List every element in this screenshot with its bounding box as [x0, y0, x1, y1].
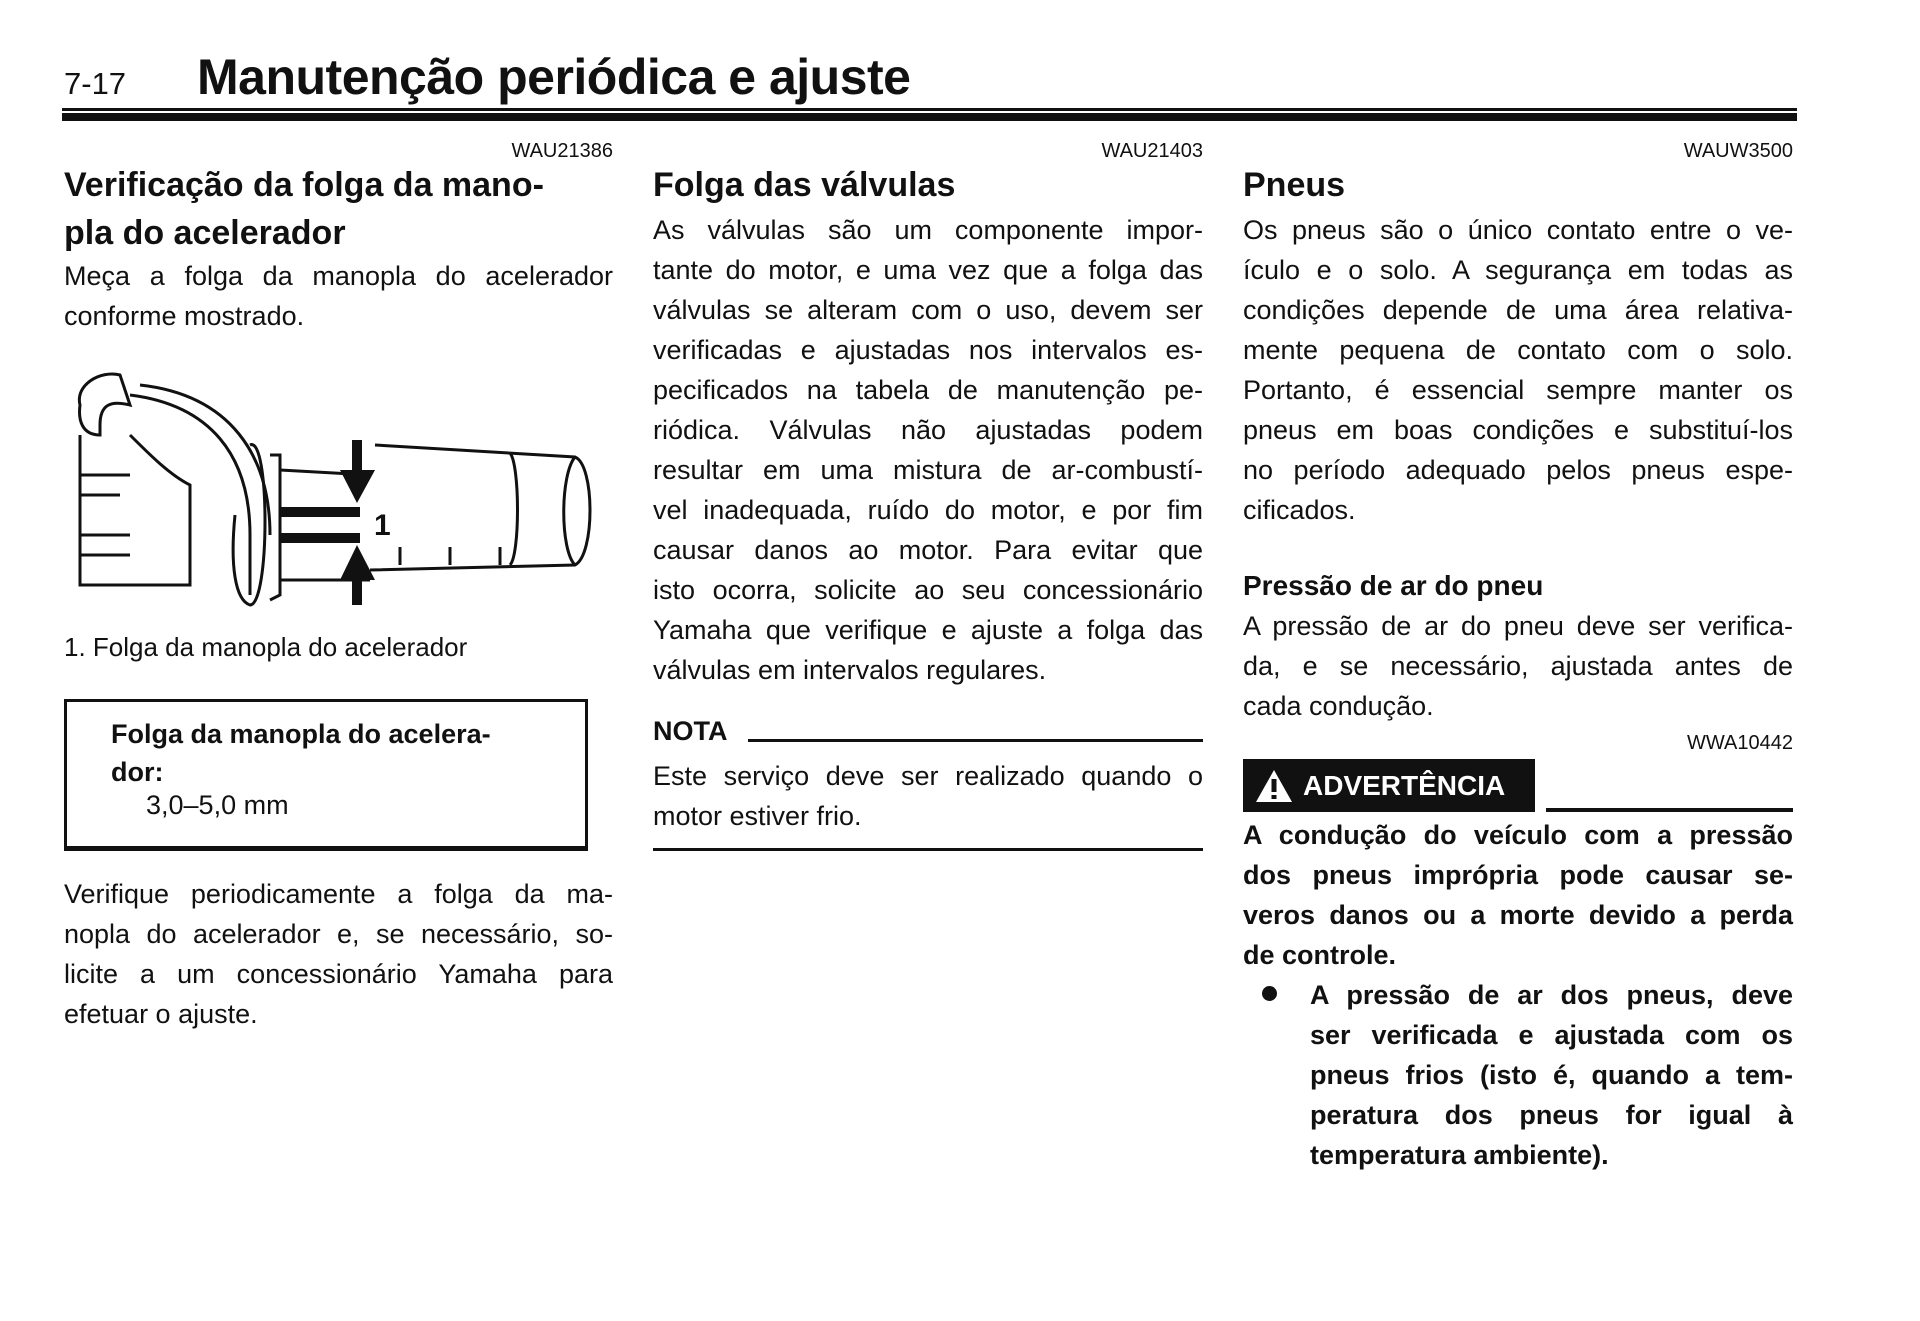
- text-line: As válvulas são um componente impor-: [653, 215, 1203, 245]
- text-line: riódica. Válvulas não ajustadas podem: [653, 415, 1203, 445]
- bullet-icon: [1262, 986, 1277, 1001]
- page-number: 7-17: [64, 66, 127, 101]
- text-line: causar danos ao motor. Para evitar que: [653, 535, 1203, 565]
- spec-label-line: dor:: [111, 757, 164, 787]
- warning-bullet-item: [1310, 975, 1793, 1175]
- text-line: ículo e o solo. A segurança em todas as: [1243, 255, 1793, 285]
- text-line: licite a um concessionário Yamaha para: [64, 959, 613, 989]
- text-line: condições depende de uma área relativa-: [1243, 295, 1793, 325]
- text-line: veros danos ou a morte devido a perda: [1243, 900, 1793, 930]
- warning-triangle-icon: [1255, 769, 1293, 803]
- text-line: Meça a folga da manopla do acelerador: [64, 261, 613, 291]
- page-title: Manutenção periódica e ajuste: [197, 49, 911, 105]
- subheading: Pressão de ar do pneu: [1243, 570, 1544, 601]
- warning-label: ADVERTÊNCIA: [1303, 769, 1506, 801]
- text-line: Este serviço deve ser realizado quando o: [653, 761, 1203, 791]
- text-line: A pressão de ar do pneu deve ser verifica-: [1243, 611, 1793, 641]
- text-line: ser verificada e ajustada com os: [1310, 1020, 1793, 1050]
- text-line: nopla do acelerador e, se necessário, so-: [64, 919, 613, 949]
- text-line: de controle.: [1243, 940, 1397, 970]
- text-line: isto ocorra, solicite ao seu concessionário: [653, 575, 1203, 605]
- body-paragraph: [653, 210, 1203, 690]
- text-line: efetuar o ajuste.: [64, 999, 258, 1029]
- text-line: Portanto, é essencial sempre manter os: [1243, 375, 1793, 405]
- text-line: Verifique periodicamente a folga da ma-: [64, 879, 613, 909]
- section-code: WAU21403: [1101, 140, 1203, 162]
- text-line: Os pneus são o único contato entre o ve-: [1243, 215, 1793, 245]
- text-line: A pressão de ar dos pneus, deve: [1310, 980, 1793, 1010]
- text-line: válvulas se alteram com o uso, devem ser: [653, 295, 1203, 325]
- text-line: conforme mostrado.: [64, 301, 305, 331]
- figure-callout-label: 1: [374, 509, 391, 542]
- spec-label: [111, 715, 491, 791]
- text-line: válvulas em intervalos regulares.: [653, 655, 1047, 685]
- section-code: WAU21386: [511, 140, 613, 162]
- spec-label-line: Folga da manopla do acelera-: [111, 719, 491, 749]
- text-line: mente pequena de contato com o solo.: [1243, 335, 1793, 365]
- text-line: pneus em boas condições e substituí-los: [1243, 415, 1793, 445]
- text-line: vel inadequada, ruído do motor, e por fim: [653, 495, 1203, 525]
- section-heading: Folga das válvulas: [653, 166, 956, 204]
- note-end-rule: [653, 848, 1203, 851]
- text-line: da, e se necessário, ajustada antes de: [1243, 651, 1793, 681]
- text-line: pecificados na tabela de manutenção pe-: [653, 375, 1203, 405]
- warning-banner: [1243, 759, 1535, 812]
- body-paragraph: [1243, 210, 1793, 530]
- spec-box: [64, 699, 588, 851]
- header-rule: [62, 108, 1797, 111]
- spec-value: 3,0–5,0 mm: [146, 790, 289, 820]
- heading-line: Verificação da folga da mano-: [64, 166, 544, 204]
- sub-paragraph: [1243, 606, 1793, 726]
- note-label: NOTA: [653, 716, 728, 746]
- text-line: pneus frios (isto é, quando a tem-: [1310, 1060, 1793, 1090]
- section-heading: [64, 161, 544, 257]
- section-heading: Pneus: [1243, 166, 1346, 204]
- warning-rule: [1546, 808, 1793, 812]
- warning-code: WWA10442: [1687, 732, 1793, 754]
- text-line: resultar em uma mistura de ar-combustí-: [653, 455, 1203, 485]
- text-line: Yamaha que verifique e ajuste a folga das: [653, 615, 1203, 645]
- text-line: verificadas e ajustadas nos intervalos es-: [653, 335, 1203, 365]
- body-paragraph: [64, 874, 613, 1034]
- text-line: peratura dos pneus for igual à: [1310, 1100, 1793, 1130]
- header-rule-thick: [62, 113, 1797, 121]
- section-code: WAUW3500: [1683, 140, 1793, 162]
- text-line: dos pneus imprópria pode causar se-: [1243, 860, 1793, 890]
- heading-line: pla do acelerador: [64, 214, 346, 252]
- text-line: cificados.: [1243, 495, 1356, 525]
- text-line: motor estiver frio.: [653, 801, 862, 831]
- text-line: A condução do veículo com a pressão: [1243, 820, 1793, 850]
- throttle-grip-illustration: [70, 365, 610, 615]
- note-body: [653, 756, 1203, 836]
- warning-body: [1243, 815, 1793, 975]
- intro-paragraph: [64, 256, 613, 336]
- figure-caption: 1. Folga da manopla do acelerador: [64, 632, 468, 662]
- text-line: no período adequado pelos pneus espe-: [1243, 455, 1793, 485]
- text-line: cada condução.: [1243, 691, 1434, 721]
- note-rule: [748, 739, 1203, 742]
- text-line: tante do motor, e uma vez que a folga das: [653, 255, 1203, 285]
- text-line: temperatura ambiente).: [1310, 1140, 1609, 1170]
